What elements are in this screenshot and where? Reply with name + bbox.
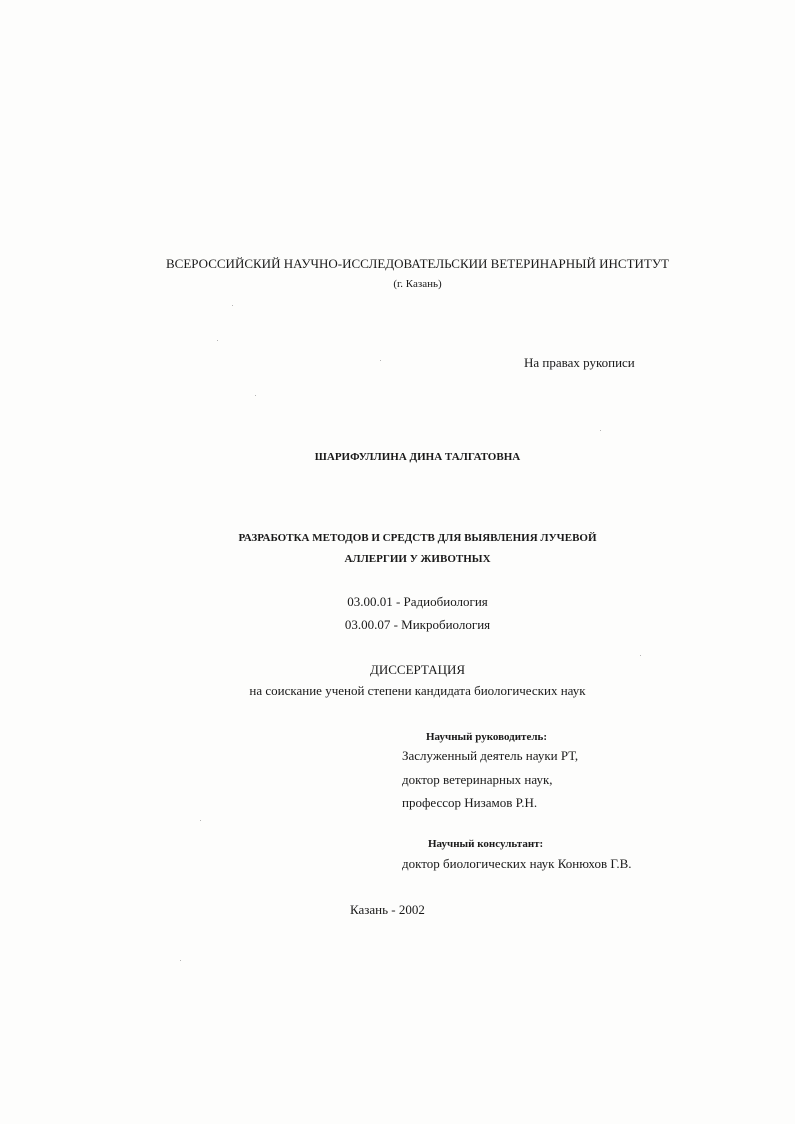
consultant-heading: Научный консультант: — [428, 838, 544, 850]
author-name: ШАРИФУЛЛИНА ДИНА ТАЛГАТОВНА — [314, 451, 521, 463]
place-year: Казань - 2002 — [350, 902, 425, 917]
title-line-2: АЛЛЕРГИИ У ЖИВОТНЫХ — [344, 553, 491, 565]
institute-name: ВСЕРОССИЙСКИЙ НАУЧНО-ИССЛЕДОВАТЕЛЬСКИИ ВЕТЕРИНАРНЫЙ ИНСТИТУТ — [166, 256, 669, 271]
supervisor-line-2: доктор ветеринарных наук, — [402, 772, 553, 787]
specialty-1: 03.00.01 - Радиобиология — [347, 594, 488, 609]
supervisor-line-1: Заслуженный деятель науки РТ, — [402, 748, 579, 763]
scan-speck — [255, 395, 256, 396]
supervisor-line-3: профессор Низамов Р.Н. — [402, 795, 538, 810]
scan-speck — [200, 820, 201, 821]
manuscript-note: На правах рукописи — [524, 355, 635, 370]
consultant-line: доктор биологических наук Конюхов Г.В. — [402, 856, 632, 871]
institute-city: (г. Казань) — [393, 278, 442, 290]
dissertation-purpose: на соискание ученой степени кандидата биологических наук — [249, 683, 586, 698]
scan-speck — [380, 360, 381, 361]
supervisor-heading: Научный руководитель: — [426, 731, 547, 743]
specialty-2: 03.00.07 - Микробиология — [344, 617, 491, 632]
scan-speck — [232, 305, 233, 306]
scan-speck — [600, 430, 601, 431]
dissertation-label: ДИССЕРТАЦИЯ — [369, 662, 466, 677]
scan-speck — [217, 340, 218, 341]
title-line-1: РАЗРАБОТКА МЕТОДОВ И СРЕДСТВ ДЛЯ ВЫЯВЛЕНИЯ ЛУЧЕВОЙ — [238, 532, 597, 544]
scan-speck — [180, 960, 181, 961]
scan-speck — [640, 655, 641, 656]
